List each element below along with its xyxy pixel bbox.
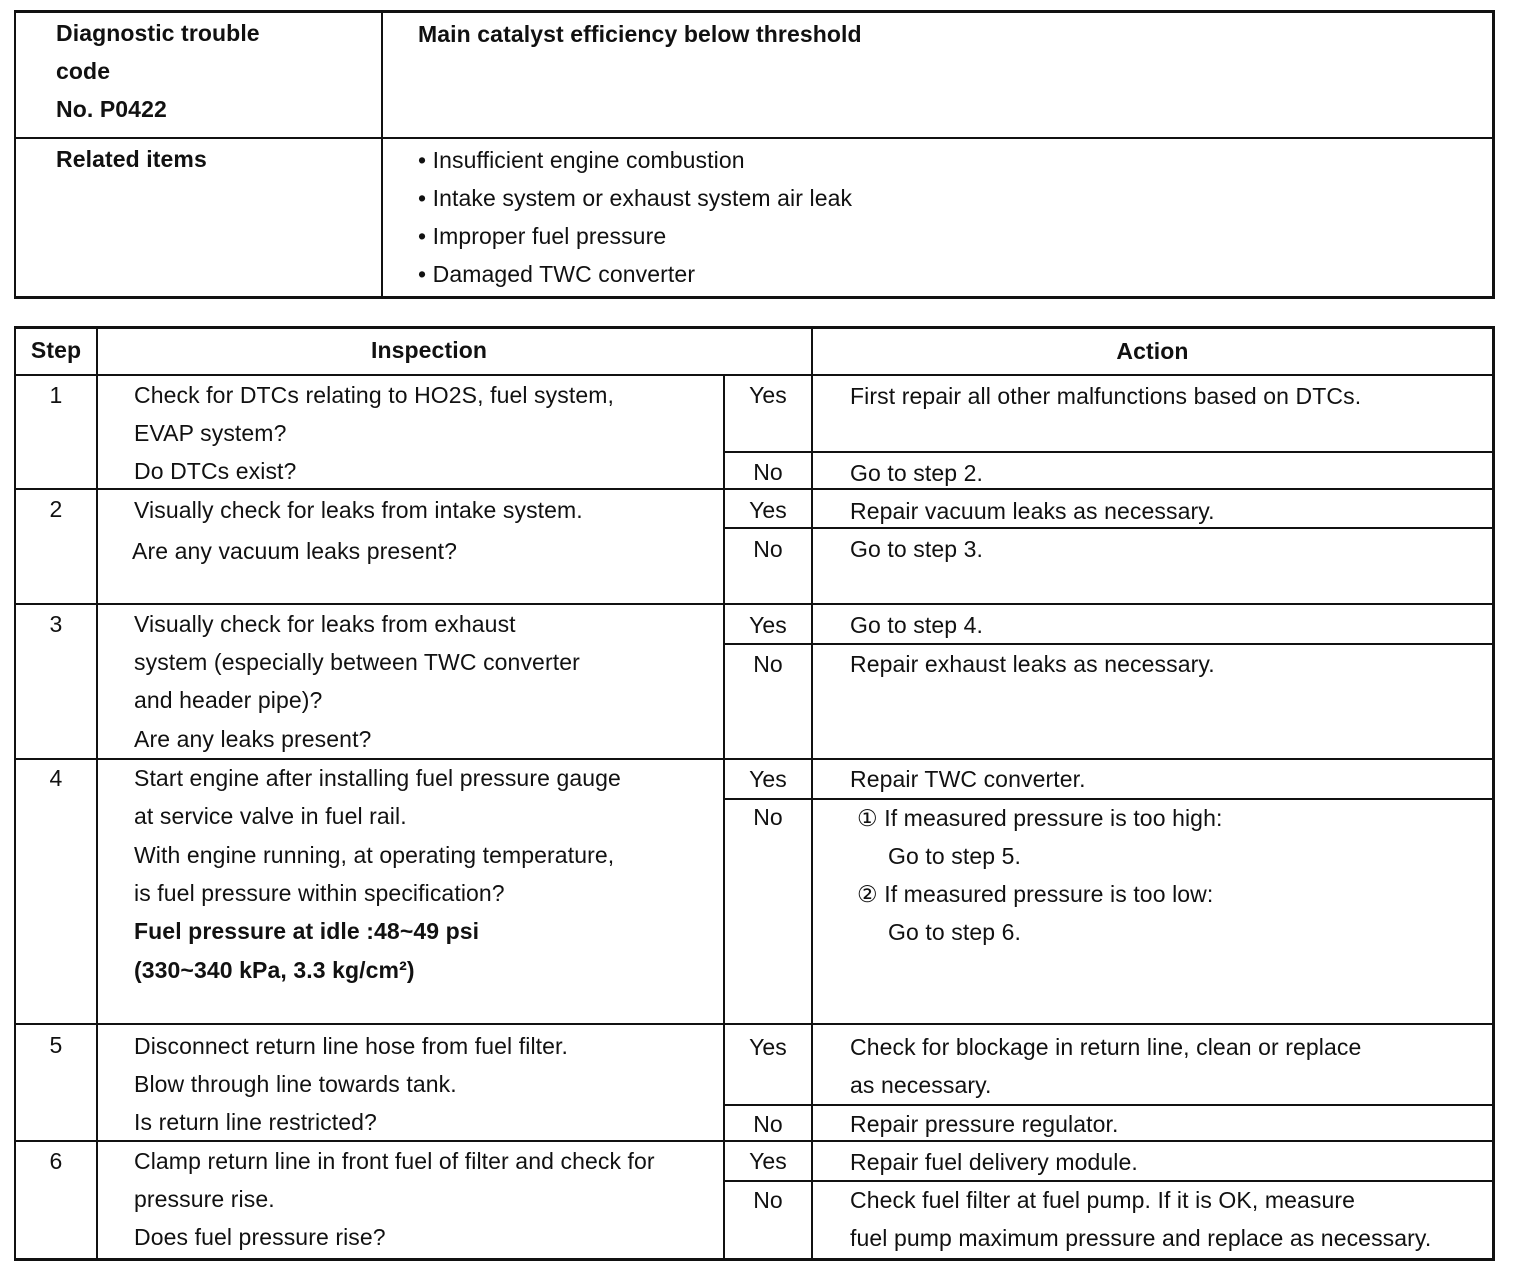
no-label: No [753, 1187, 783, 1213]
related-item: • Damaged TWC converter [418, 261, 696, 287]
header-border-divider [381, 10, 383, 299]
inspection-text: system (especially between TWC converter [134, 649, 580, 675]
dtc-label-line-2: code [56, 58, 111, 84]
action-text: Go to step 3. [850, 536, 983, 562]
inspection-text: Are any leaks present? [134, 726, 372, 752]
dtc-label-line-1: Diagnostic trouble [56, 20, 260, 46]
header-border-right [1492, 10, 1495, 299]
col-divider-step [96, 326, 98, 1261]
step-number: 2 [49, 496, 63, 522]
no-label: No [753, 536, 783, 562]
related-item: • Insufficient engine combustion [418, 147, 745, 173]
fuel-pressure-spec-metric: (330~340 kPa, 3.3 kg/cm²) [134, 957, 415, 983]
action-text: Repair fuel delivery module. [850, 1149, 1138, 1175]
inspection-text: at service valve in fuel rail. [134, 803, 407, 829]
yes-label: Yes [749, 766, 787, 792]
inspection-text: Do DTCs exist? [134, 458, 297, 484]
yes-label: Yes [749, 497, 787, 523]
action-text: Repair vacuum leaks as necessary. [850, 498, 1215, 524]
action-text: ① If measured pressure is too high: [857, 805, 1223, 831]
action-text: First repair all other malfunctions based on DTCs. [850, 383, 1362, 409]
action-text: ② If measured pressure is too low: [857, 881, 1214, 907]
header-border-left [14, 10, 16, 299]
related-item: • Improper fuel pressure [418, 223, 667, 249]
action-text: Repair exhaust leaks as necessary. [850, 651, 1215, 677]
action-text: Go to step 6. [888, 919, 1021, 945]
step-number: 6 [49, 1148, 63, 1174]
column-header-action: Action [1116, 338, 1189, 364]
inspection-text: Is return line restricted? [134, 1109, 377, 1135]
dtc-description: Main catalyst efficiency below threshold [418, 21, 862, 47]
action-text: Go to step 4. [850, 612, 983, 638]
action-text: as necessary. [850, 1072, 992, 1098]
inspection-text: Start engine after installing fuel pressure gauge [134, 765, 621, 791]
inspection-text: Blow through line towards tank. [134, 1071, 457, 1097]
header-border-bottom [14, 296, 1494, 299]
inspection-text: Disconnect return line hose from fuel filter. [134, 1033, 569, 1059]
table-border-top [14, 326, 1494, 329]
yes-label: Yes [749, 612, 787, 638]
no-label: No [753, 804, 783, 830]
no-label: No [753, 1111, 783, 1137]
dtc-label-line-3: No. P0422 [56, 96, 167, 122]
inspection-text: EVAP system? [134, 420, 287, 446]
fuel-pressure-spec: Fuel pressure at idle :48~49 psi [134, 918, 480, 944]
related-item: • Intake system or exhaust system air leak [418, 185, 853, 211]
col-divider-action [811, 326, 813, 1261]
step-number: 4 [49, 765, 63, 791]
step-number: 1 [49, 382, 63, 408]
column-header-inspection: Inspection [370, 337, 487, 363]
inspection-text: Visually check for leaks from exhaust [134, 611, 516, 637]
action-text: Repair TWC converter. [850, 766, 1086, 792]
action-text: Go to step 2. [850, 460, 983, 486]
related-items-label: Related items [56, 146, 207, 172]
action-text: Repair pressure regulator. [850, 1111, 1119, 1137]
column-header-step: Step [30, 337, 82, 363]
row-separator [14, 1023, 1494, 1025]
step-number: 3 [49, 611, 63, 637]
inspection-text: is fuel pressure within specification? [134, 880, 505, 906]
inspection-text: Clamp return line in front fuel of filter and check for [134, 1148, 655, 1174]
yes-no-separator [723, 451, 1494, 453]
inspection-text: Are any vacuum leaks present? [132, 538, 458, 564]
action-text: fuel pump maximum pressure and replace as necessary. [850, 1225, 1432, 1251]
header-border-top [14, 10, 1494, 13]
inspection-text: Check for DTCs relating to HO2S, fuel system, [134, 382, 614, 408]
yes-label: Yes [749, 1034, 787, 1060]
inspection-text: and header pipe)? [134, 687, 323, 713]
action-text: Check fuel filter at fuel pump. If it is OK, measure [850, 1187, 1356, 1213]
inspection-text: With engine running, at operating temperature, [134, 842, 615, 868]
step-number: 5 [49, 1032, 63, 1058]
no-label: No [753, 459, 783, 485]
header-border-middle [14, 137, 1494, 139]
action-text: Go to step 5. [888, 843, 1021, 869]
inspection-text: pressure rise. [134, 1186, 275, 1212]
yes-label: Yes [749, 382, 787, 408]
inspection-text: Visually check for leaks from intake system. [134, 497, 583, 523]
action-text: Check for blockage in return line, clean or replace [850, 1034, 1362, 1060]
table-border-right [1492, 326, 1495, 1261]
inspection-text: Does fuel pressure rise? [134, 1224, 386, 1250]
no-label: No [753, 651, 783, 677]
yes-label: Yes [749, 1148, 787, 1174]
table-border-bottom [14, 1258, 1494, 1261]
